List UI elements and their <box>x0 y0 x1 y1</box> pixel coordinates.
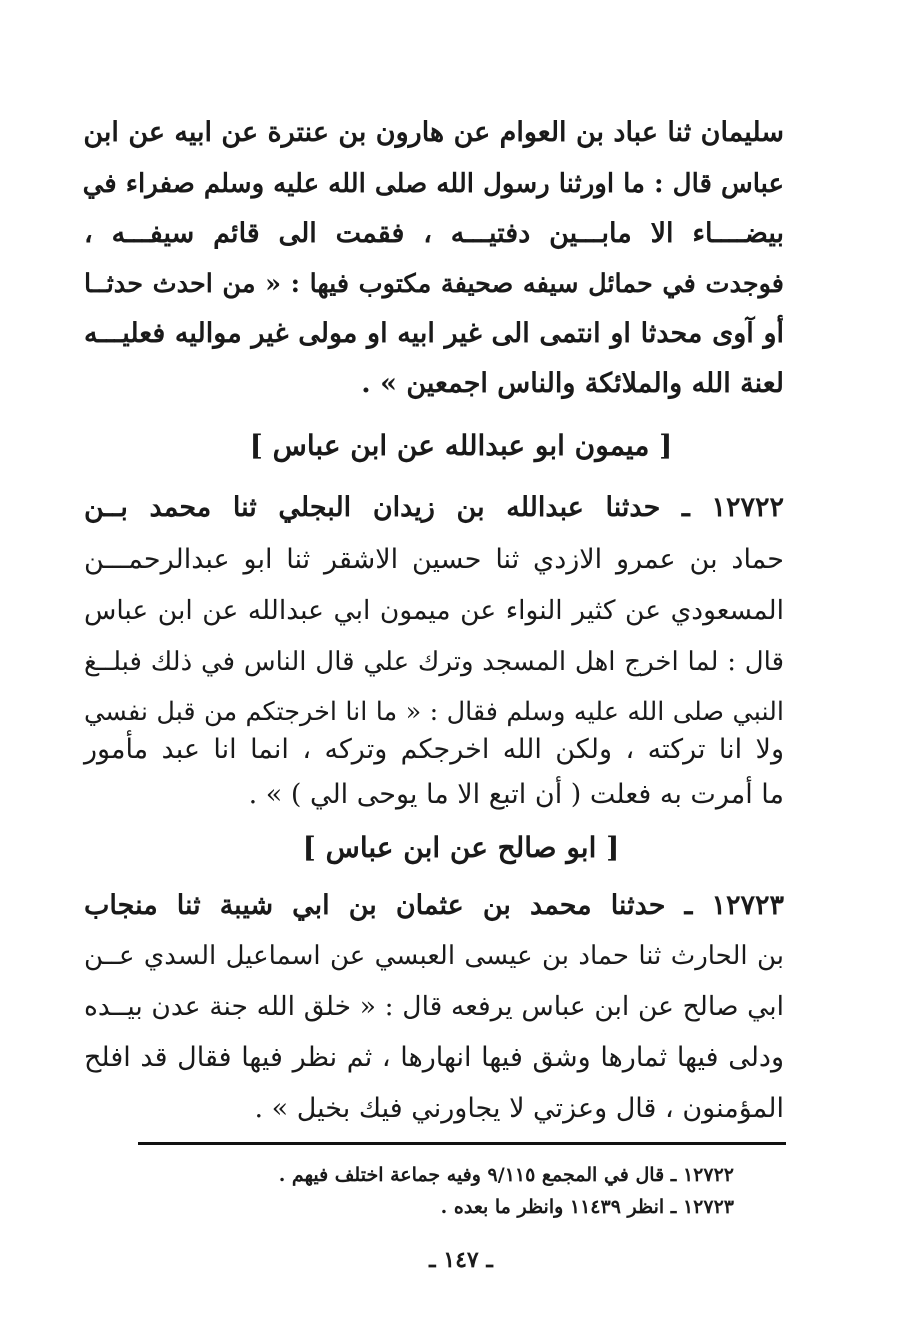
hadith-12723-line-4: ودلى فيها ثمارها وشق فيها انهارها ، ثم نظر فيها فقال قد افلح <box>84 1042 784 1073</box>
section-heading-maymun: [ ميمون ابو عبدالله عن ابن عباس ] <box>249 429 673 462</box>
page-number: ـ ١٤٧ ـ <box>429 1247 493 1273</box>
hadith-12722-line-4: قال : لما اخرج اهل المسجد وترك علي قال الناس في ذلك فبلــغ <box>84 647 784 677</box>
hadith-12723-line-3: ابي صالح عن ابن عباس يرفعه قال : « خلق الله جنة عدن بيــده <box>84 991 784 1022</box>
intro-line-6: لعنة الله والملائكة والناس اجمعين » . <box>361 368 784 399</box>
hadith-12722-line-2: حماد بن عمرو الازدي ثنا حسين الاشقر ثنا ابو عبدالرحمـــن <box>84 544 784 575</box>
section-heading-abu-salih: [ ابو صالح عن ابن عباس ] <box>302 831 620 864</box>
hadith-12723-line-5: المؤمنون ، قال وعزتي لا يجاورني فيك بخيل » . <box>254 1093 784 1124</box>
footnote-12723: ١٢٧٢٣ ـ انظر ١١٤٣٩ وانظر ما بعده . <box>440 1196 734 1218</box>
hadith-12722-line-7: ما أمرت به فعلت ( أن اتبع الا ما يوحى الي ) » . <box>248 779 784 810</box>
intro-line-5: أو آوى محدثا او انتمى الى غير ابيه او مولى غير مواليه فعليـــه <box>84 318 784 349</box>
footnote-12722: ١٢٧٢٢ ـ قال في المجمع ٩/١١٥ وفيه جماعة اختلف فيهم . <box>278 1164 734 1186</box>
intro-line-2: عباس قال : ما اورثنا رسول الله صلى الله عليه وسلم صفراء في <box>82 169 784 199</box>
intro-line-3: بيضــــاء الا مابـــين دفتيـــه ، فقمت الى قائم سيفـــه ، <box>84 218 784 249</box>
intro-line-4: فوجدت في حمائل سيفه صحيفة مكتوب فيها : « من احدث حدثــا <box>84 269 784 299</box>
hadith-12722-line-5: النبي صلى الله عليه وسلم فقال : « ما انا اخرجتكم من قبل نفسي <box>84 697 784 727</box>
hadith-12723-line-1: ١٢٧٢٣ ـ حدثنا محمد بن عثمان بن ابي شيبة ثنا منجاب <box>84 890 784 921</box>
hadith-12722-line-1: ١٢٧٢٢ ـ حدثنا عبدالله بن زيدان البجلي ثنا محمد بــن <box>84 492 784 523</box>
footnote-divider <box>138 1142 786 1145</box>
hadith-12722-line-6: ولا انا تركته ، ولكن الله اخرجكم وتركه ، انما انا عبد مأمور <box>84 734 784 765</box>
hadith-12722-line-3: المسعودي عن كثير النواء عن ميمون ابي عبدالله عن ابن عباس <box>84 595 784 626</box>
hadith-12723-line-2: بن الحارث ثنا حماد بن عيسى العبسي عن اسماعيل السدي عــن <box>84 941 784 971</box>
intro-line-1: سليمان ثنا عباد بن العوام عن هارون بن عنترة عن ابيه عن ابن <box>83 117 784 148</box>
